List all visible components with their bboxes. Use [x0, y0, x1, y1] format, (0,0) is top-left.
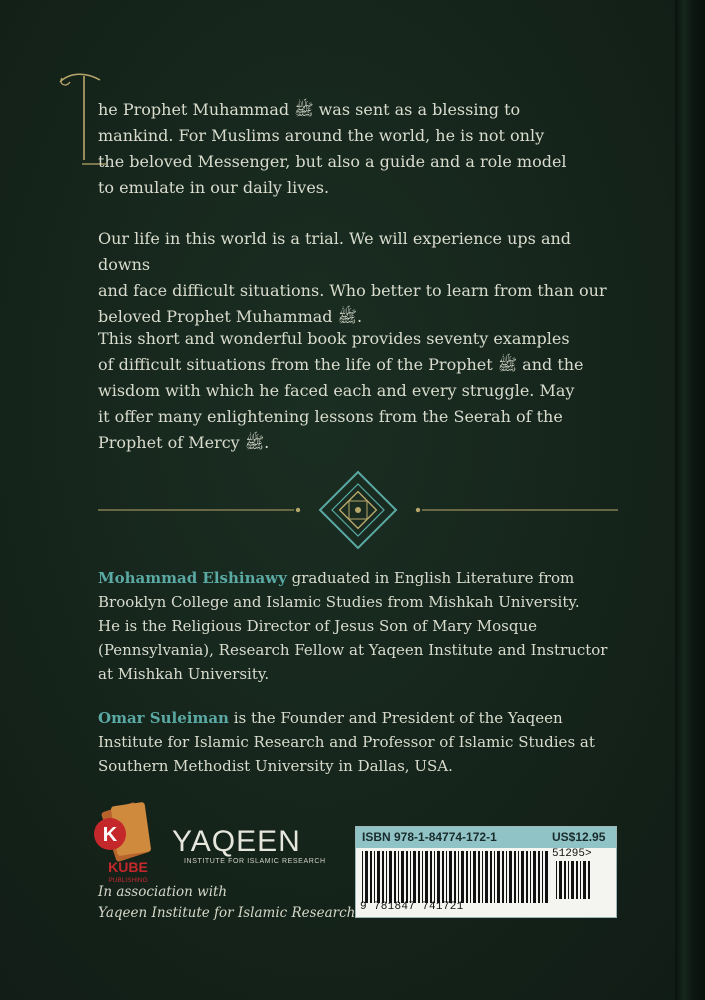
- barcode-bar: [406, 851, 408, 903]
- text-line: mankind. For Muslims around the world, he is not only: [98, 126, 545, 145]
- book-spine: [675, 0, 705, 1000]
- isbn-barcode: [355, 826, 617, 918]
- barcode-bar: [434, 851, 435, 903]
- barcode-bar: [437, 851, 440, 903]
- description-paragraph-3: [98, 326, 618, 456]
- barcode-bar: [502, 851, 504, 903]
- barcode-bar: [530, 851, 531, 903]
- author-bio-1: [98, 566, 618, 686]
- author-name-suleiman: Omar Suleiman: [98, 709, 229, 727]
- addon-number: 51295>: [552, 848, 592, 860]
- barcode-bar: [506, 851, 507, 903]
- barcode-bar: [442, 851, 444, 903]
- association-line-2: Yaqeen Institute for Islamic Research: [98, 905, 356, 921]
- description-paragraph-2: [98, 226, 618, 330]
- price-label: US$12.95: [552, 830, 606, 844]
- barcode-bar: [377, 851, 380, 903]
- barcode-bar: [461, 851, 464, 903]
- barcode-bar: [374, 851, 375, 903]
- text-line: Prophet of Mercy ﷺ.: [98, 433, 270, 452]
- bio-text: is the Founder and President of the Yaqeen: [228, 709, 563, 727]
- barcode-bar: [509, 851, 512, 903]
- bio-text: at Mishkah University.: [98, 665, 270, 683]
- barcode-bar: [482, 851, 483, 903]
- association-note: [98, 882, 355, 924]
- barcode-bar: [538, 851, 540, 903]
- text-line: Our life in this world is a trial. We will experience ups and downs: [98, 229, 572, 274]
- barcode-bar: [370, 851, 372, 903]
- barcode-bar: [454, 851, 456, 903]
- text-line: of difficult situations from the life of the Prophet ﷺ and the: [98, 355, 584, 374]
- text-line: the beloved Messenger, but also a guide and a role model: [98, 152, 567, 171]
- text-line: it offer many enlightening lessons from the Seerah of the: [98, 407, 563, 426]
- barcode-bar: [389, 851, 392, 903]
- barcode-bar: [362, 851, 363, 903]
- barcode-bar: [398, 851, 399, 903]
- barcode-bar: [526, 851, 528, 903]
- text-line: he Prophet Muhammad ﷺ was sent as a blessing to: [98, 100, 521, 119]
- barcode-bar: [382, 851, 384, 903]
- yaqeen-logo: [172, 826, 332, 874]
- text-line: to emulate in our daily lives.: [98, 178, 330, 197]
- divider-ornament: [98, 468, 618, 552]
- kube-sub: PUBLISHING: [108, 877, 148, 884]
- barcode-bar: [497, 851, 500, 903]
- barcode-bar: [490, 851, 492, 903]
- bio-text: He is the Religious Director of Jesus Son of Mary Mosque: [98, 617, 538, 635]
- kube-letter: K: [102, 824, 118, 846]
- bio-text: (Pennsylvania), Research Fellow at Yaqeen Institute and Instructor: [98, 641, 608, 659]
- barcode-bar: [386, 851, 387, 903]
- barcode-bar: [533, 851, 536, 903]
- barcode-bar: [559, 861, 562, 899]
- addon-barcode-bars: [556, 861, 590, 899]
- text-line: This short and wonderful book provides seventy examples: [98, 329, 570, 348]
- barcode-bar: [588, 861, 590, 899]
- kube-publishing-logo: [92, 800, 162, 892]
- barcode-bar: [449, 851, 452, 903]
- yaqeen-name: YAQEEN: [172, 825, 301, 858]
- barcode-bars: [362, 851, 548, 903]
- isbn-number: ISBN 978-1-84774-172-1: [362, 830, 497, 844]
- barcode-bar: [485, 851, 488, 903]
- barcode-bar: [521, 851, 524, 903]
- bio-text: graduated in English Literature from: [286, 569, 575, 587]
- barcode-bar: [466, 851, 468, 903]
- barcode-bar: [576, 861, 578, 899]
- bio-text: Institute for Islamic Research and Professor of Islamic Studies at: [98, 733, 595, 751]
- barcode-bar: [545, 851, 548, 903]
- yaqeen-subtitle: INSTITUTE FOR ISLAMIC RESEARCH: [184, 858, 326, 865]
- barcode-bar: [365, 851, 368, 903]
- barcode-bar: [413, 851, 416, 903]
- barcode-bar: [401, 851, 404, 903]
- barcode-bar: [458, 851, 459, 903]
- barcode-bar: [583, 861, 586, 899]
- barcode-bar: [542, 851, 543, 903]
- barcode-bar: [568, 861, 569, 899]
- barcode-bar: [425, 851, 428, 903]
- ean-number: 9 781847 741721: [360, 901, 464, 913]
- text-line: and face difficult situations. Who better to learn from than our: [98, 281, 607, 300]
- association-line-1: In association with: [98, 884, 228, 900]
- barcode-bar: [473, 851, 476, 903]
- barcode-bar: [518, 851, 519, 903]
- text-line: wisdom with which he faced each and every struggle. May: [98, 381, 575, 400]
- barcode-bar: [556, 861, 557, 899]
- barcode-bar: [564, 861, 566, 899]
- barcode-bar: [514, 851, 516, 903]
- barcode-bar: [394, 851, 396, 903]
- barcode-bar: [410, 851, 411, 903]
- description-paragraph-1: [98, 97, 618, 201]
- barcode-bar: [470, 851, 471, 903]
- addon-digits: 51295: [552, 848, 586, 860]
- text-line: beloved Prophet Muhammad ﷺ.: [98, 307, 363, 326]
- barcode-bar: [430, 851, 432, 903]
- barcode-bar: [494, 851, 495, 903]
- author-name-elshinawy: Mohammad Elshinawy: [98, 569, 287, 587]
- barcode-bar: [422, 851, 423, 903]
- kube-name: KUBE: [108, 859, 148, 875]
- barcode-bar: [418, 851, 420, 903]
- bio-text: Southern Methodist University in Dallas, USA.: [98, 757, 453, 775]
- barcode-bar: [571, 861, 574, 899]
- barcode-bar: [446, 851, 447, 903]
- barcode-bar: [580, 861, 581, 899]
- barcode-bar: [478, 851, 480, 903]
- author-bio-2: [98, 706, 618, 778]
- bio-text: Brooklyn College and Islamic Studies from Mishkah University.: [98, 593, 580, 611]
